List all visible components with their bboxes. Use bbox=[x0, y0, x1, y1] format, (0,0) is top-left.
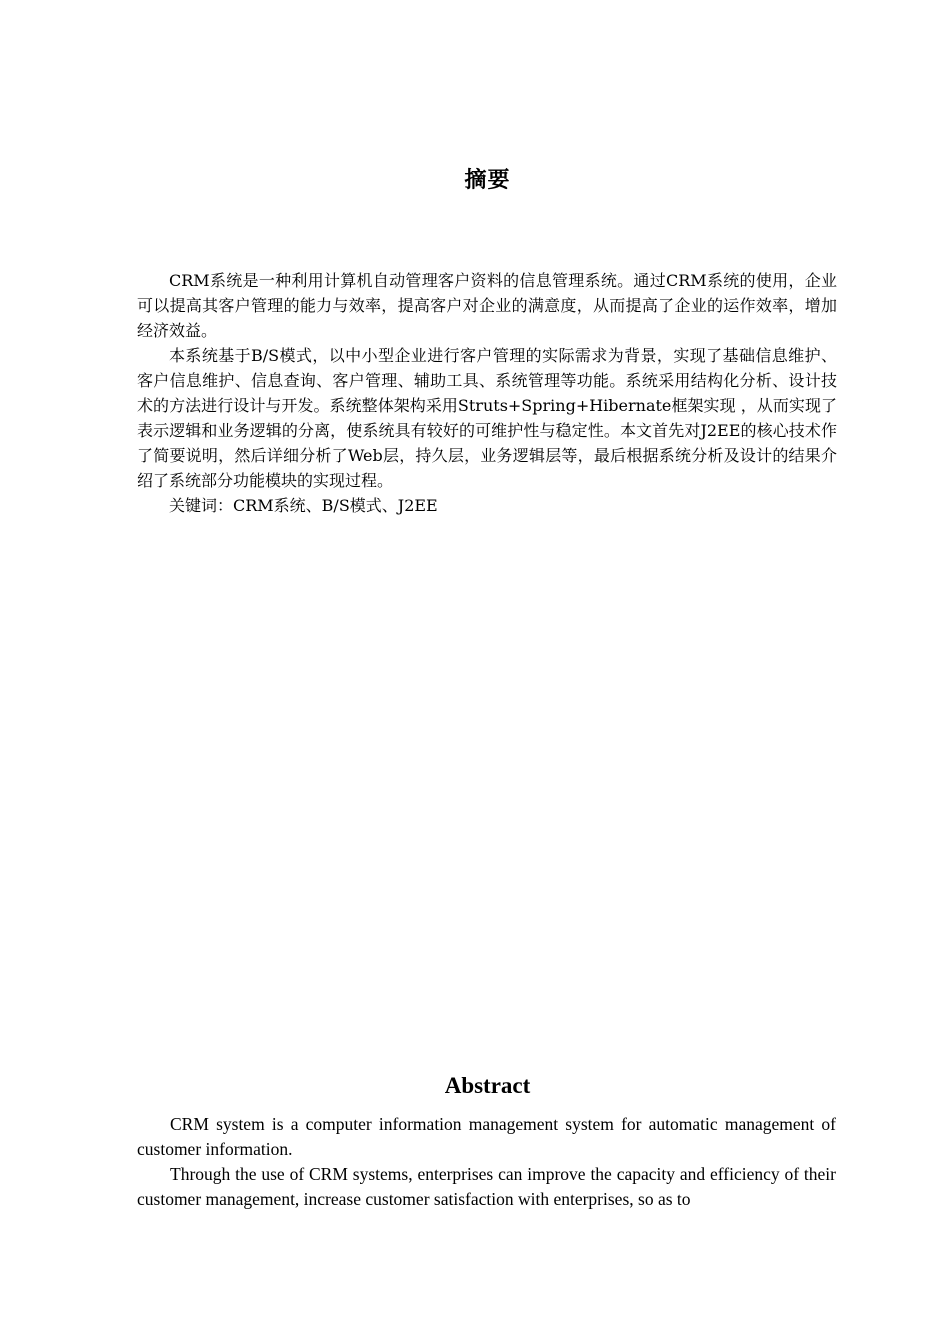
english-abstract-title: Abstract bbox=[444, 1073, 531, 1098]
english-paragraph-1: CRM system is a computer information management system for automatic management of customer information. bbox=[137, 1114, 836, 1159]
chinese-abstract-title: 摘要 bbox=[464, 168, 511, 193]
chinese-paragraph-1: CRM系统是一种利用计算机自动管理客户资料的信息管理系统。通过CRM系统的使用，企业可以提高其客户管理的能力与效率，提高客户对企业的满意度，从而提高了企业的运作效率，增加经济效益。 bbox=[137, 271, 837, 340]
chinese-abstract-body bbox=[137, 268, 837, 518]
chinese-paragraph-2: 本系统基于B/S模式，以中小型企业进行客户管理的实际需求为背景，实现了基础信息维护、客户信息维护、信息查询、客户管理、辅助工具、系统管理等功能。系统采用结构化分析、设计技术的方法进行设计与开发。系统整体架构采用Struts+Spring+Hibernate框架实现 ，从而实现了表示逻辑和业务逻辑的分离，使系统具有较好的可维护性与稳定性。本文首先对J2EE的核心技术作了简要说明，然后详细分析了Web层，持久层，业务逻辑层等，最后根据系统分析及设计的结果介绍了系统部分功能模块的实现过程。 bbox=[137, 346, 837, 490]
english-abstract-body bbox=[137, 1112, 836, 1212]
english-paragraph-2: Through the use of CRM systems, enterprises can improve the capacity and efficiency of their customer management, increase customer satisfaction with enterprises, so as to bbox=[137, 1164, 836, 1209]
chinese-keywords: 关键词：CRM系统、B/S模式、J2EE bbox=[169, 496, 438, 515]
